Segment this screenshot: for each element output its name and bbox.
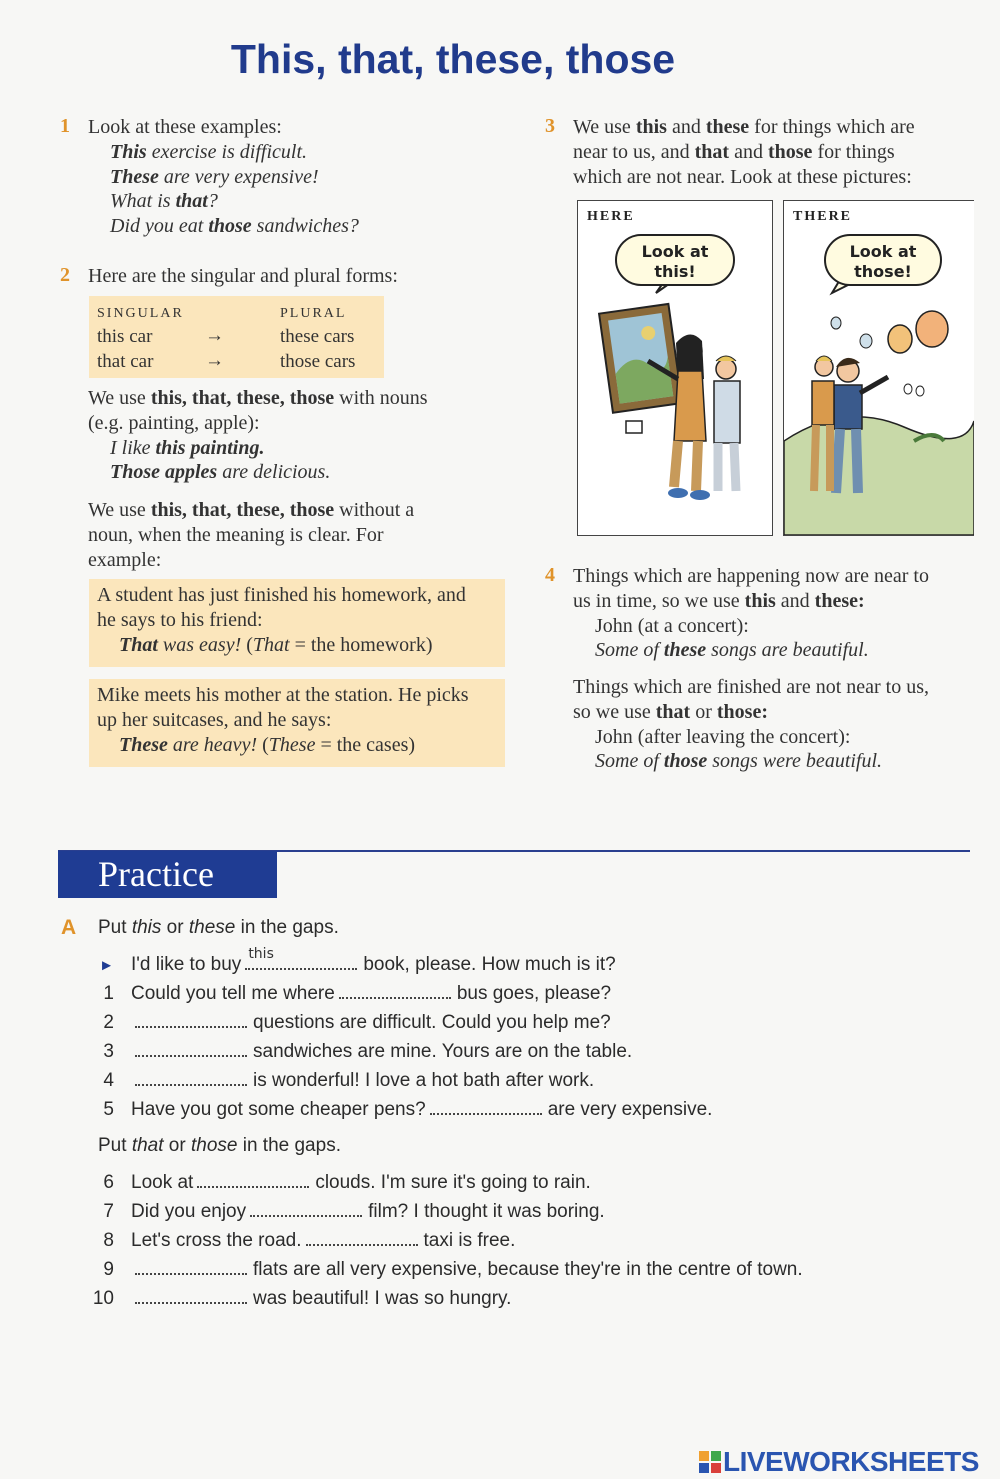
example-line: What is that? bbox=[110, 190, 218, 213]
example-row bbox=[60, 946, 970, 983]
answer-gap[interactable] bbox=[339, 983, 451, 999]
logo-icon bbox=[699, 1451, 721, 1473]
example-line: These are very expensive! bbox=[110, 165, 319, 188]
table-cell: those cars bbox=[280, 351, 356, 372]
section-1-intro: Look at these examples: bbox=[88, 116, 282, 138]
exercise-item: 10 was beautiful! I was so hungry. bbox=[92, 1288, 512, 1309]
exercise-instruction-1: Put this or these in the gaps. bbox=[98, 917, 339, 938]
there-speech-bubble: Look at those! bbox=[824, 234, 942, 286]
exercise-item: 6 Look at clouds. I'm sure it's going to rain. bbox=[103, 1172, 591, 1193]
exercise-item: 9 flats are all very expensive, because they're in the centre of town. bbox=[103, 1259, 803, 1280]
table-cell: these cars bbox=[280, 326, 355, 347]
section-4: Things which are happening now are near to us in time, so we use this and these: John (at a concert): Some of these songs are beautiful. bbox=[573, 565, 929, 662]
table-cell: that car bbox=[97, 351, 154, 372]
exercise-item: 3 sandwiches are mine. Yours are on the table. bbox=[103, 1041, 633, 1062]
there-label: THERE bbox=[793, 209, 853, 224]
answer-gap[interactable] bbox=[250, 1201, 362, 1217]
practice-heading: Practice bbox=[58, 851, 277, 898]
exercise-sentence: I'd like to buy this book, please. How much is it? bbox=[131, 946, 616, 975]
answer-gap[interactable] bbox=[430, 1099, 542, 1115]
liveworksheets-logo: LIVEWORKSHEETS bbox=[699, 1446, 979, 1478]
exercise-item: 2 questions are difficult. Could you help me? bbox=[103, 1012, 611, 1033]
exercise-item: 8 Let's cross the road. taxi is free. bbox=[103, 1230, 516, 1251]
exercise-item: 7 Did you enjoy film? I thought it was boring. bbox=[103, 1201, 605, 1222]
page-title: This, that, these, those bbox=[230, 36, 676, 82]
example-line: This exercise is difficult. bbox=[110, 140, 308, 163]
answer-gap[interactable] bbox=[306, 1230, 418, 1246]
here-illustration bbox=[577, 200, 773, 536]
section-3: We use this and these for things which are near to us, and that and those for things which are not near. Look at these pictures: bbox=[573, 116, 915, 188]
section-4-number: 4 bbox=[545, 564, 555, 586]
example-box-mike: Mike meets his mother at the station. He picks up her suitcases, and he says: These are heavy! (These = the cases) bbox=[89, 679, 505, 767]
answer-gap[interactable] bbox=[135, 1070, 247, 1086]
answer-gap[interactable] bbox=[135, 1041, 247, 1057]
exercise-item: 5 Have you got some cheaper pens? are very expensive. bbox=[103, 1099, 713, 1120]
there-illustration bbox=[783, 200, 974, 536]
section-3-number: 3 bbox=[545, 115, 555, 137]
exercise-instruction-2: Put that or those in the gaps. bbox=[98, 1135, 341, 1156]
section-1 bbox=[88, 115, 508, 239]
section-2-intro: Here are the singular and plural forms: bbox=[88, 265, 398, 287]
here-speech-bubble: Look at this! bbox=[615, 234, 735, 286]
arrow-icon: → bbox=[205, 350, 224, 371]
section-2-number: 2 bbox=[60, 264, 70, 286]
play-marker-icon: ► bbox=[99, 957, 114, 974]
arrow-icon: → bbox=[205, 325, 224, 346]
example-line: Did you eat those sandwiches? bbox=[110, 215, 359, 238]
answer-gap[interactable] bbox=[135, 1259, 247, 1275]
singular-heading: SINGULAR bbox=[97, 306, 184, 321]
section-1-number: 1 bbox=[60, 115, 70, 137]
exercise-item: 4 is wonderful! I love a hot bath after work. bbox=[103, 1070, 595, 1091]
section-2-paragraph-2: We use this, that, these, those without a noun, when the meaning is clear. For example: bbox=[88, 499, 415, 571]
table-cell: this car bbox=[97, 326, 153, 347]
example-box-student: A student has just finished his homework, and he says to his friend: That was easy! (That = the homework) bbox=[89, 579, 505, 667]
exercise-item: 1 Could you tell me where bus goes, please? bbox=[103, 983, 612, 1004]
section-4-part-2: Things which are finished are not near to us, so we use that or those: John (after leaving the concert): Some of those songs were beautiful. bbox=[573, 676, 930, 773]
forms-table bbox=[89, 296, 384, 378]
here-label: HERE bbox=[587, 209, 635, 224]
answer-gap[interactable] bbox=[135, 1012, 247, 1028]
section-2-paragraph-1: We use this, that, these, those with nouns (e.g. painting, apple): I like this painting. Those apples are delicious. bbox=[88, 387, 428, 484]
answer-gap[interactable] bbox=[197, 1172, 309, 1188]
answer-gap[interactable] bbox=[135, 1288, 247, 1304]
plural-heading: PLURAL bbox=[280, 306, 347, 321]
exercise-letter: A bbox=[61, 916, 77, 939]
example-answer: this bbox=[245, 954, 357, 970]
